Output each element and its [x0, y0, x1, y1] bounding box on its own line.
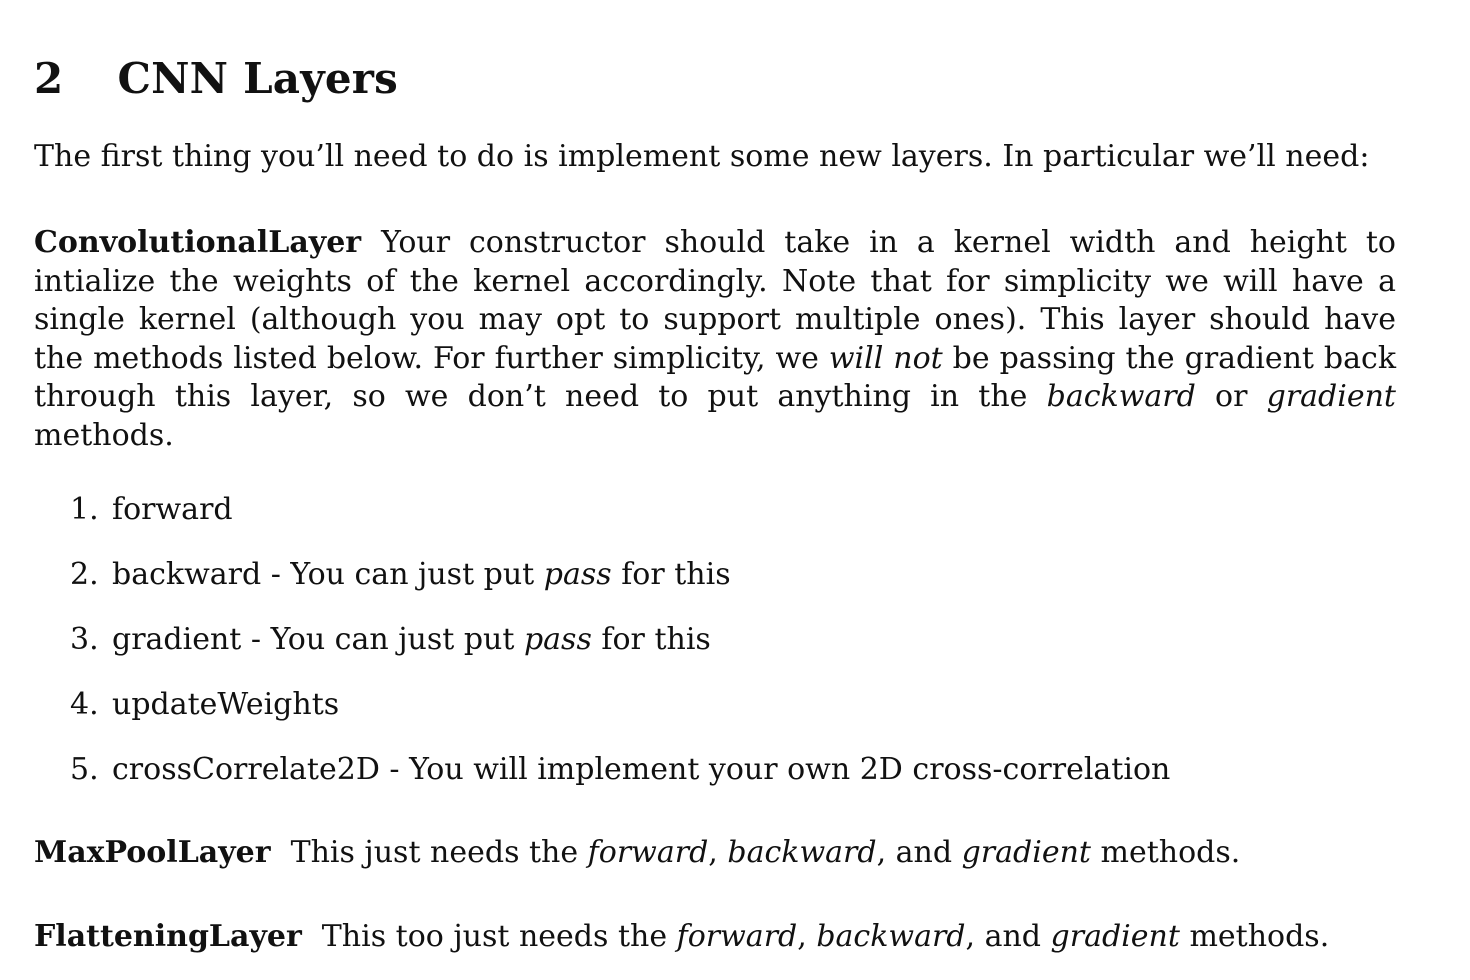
flatten-sep-1: , [797, 919, 817, 954]
list-item [70, 621, 1396, 659]
list-item-emph: pass [523, 622, 592, 657]
list-item-pre: backward - You can just put [112, 557, 544, 592]
convolutional-layer-paragraph [34, 224, 1396, 455]
flattening-layer-heading: FlatteningLayer [34, 919, 302, 954]
list-item-pre: forward [112, 492, 233, 527]
conv-text-4: methods. [34, 417, 174, 453]
conv-text-2: be passing the gradient back through this layer, so we don’t need to put anything in the [34, 340, 1397, 414]
list-item-number: 5. [70, 752, 99, 787]
maxpool-text-1: This just needs the [290, 835, 588, 870]
section-heading [34, 52, 1396, 106]
list-item-post: for this [611, 557, 731, 592]
list-item-text [112, 751, 1170, 789]
maxpool-sep-1: , [708, 835, 728, 870]
list-item-number: 1. [70, 492, 99, 527]
conv-text-3: or [1195, 379, 1267, 414]
flatten-text-2: methods. [1179, 919, 1330, 954]
list-item [70, 491, 1396, 529]
list-item-text [112, 491, 233, 529]
convolutional-layer-heading: ConvolutionalLayer [34, 225, 362, 260]
list-item [70, 556, 1396, 594]
list-item-number: 3. [70, 622, 99, 657]
list-item-emph: pass [543, 557, 612, 592]
list-item [70, 686, 1396, 724]
list-item-text [112, 686, 339, 724]
list-item-pre: crossCorrelate2D - You will implement your own 2D cross-correlation [112, 752, 1171, 787]
list-item [70, 751, 1396, 789]
intro-paragraph: The first thing you’ll need to do is implement some new layers. In particular we’ll need: [34, 139, 1370, 174]
conv-emph-gradient: gradient [1266, 379, 1396, 414]
list-item-text [112, 621, 711, 659]
maxpool-sep-2: , and [876, 835, 962, 870]
conv-emph-will-not: will not [828, 340, 943, 376]
list-item-number: 4. [70, 687, 99, 722]
flatten-text-1: This too just needs the [321, 919, 677, 954]
section-title: CNN Layers [117, 54, 398, 103]
flatten-sep-2: , and [965, 919, 1051, 954]
section-number: 2 [34, 54, 64, 103]
maxpool-emph-backward: backward [727, 835, 877, 870]
maxpool-emph-forward: forward [587, 835, 709, 870]
flatten-emph-forward: forward [676, 919, 798, 954]
list-item-pre: updateWeights [112, 687, 340, 722]
maxpool-text-2: methods. [1090, 835, 1241, 870]
methods-list [34, 491, 1396, 789]
flattening-layer-paragraph [34, 918, 1396, 956]
list-item-number: 2. [70, 557, 99, 592]
list-item-pre: gradient - You can just put [112, 622, 524, 657]
flatten-emph-gradient: gradient [1050, 919, 1180, 954]
flatten-emph-backward: backward [816, 919, 966, 954]
maxpool-layer-heading: MaxPoolLayer [34, 835, 271, 870]
maxpool-layer-paragraph [34, 834, 1396, 872]
maxpool-emph-gradient: gradient [961, 835, 1091, 870]
list-item-text [112, 556, 731, 594]
conv-text-1: Your constructor should take in a kernel width and height to intialize the weights of the kernel accordingly. Note that for simplicity we will have a single kernel (although you may opt to support multiple ones). This layer should have the methods listed below. For further simplicity, we [34, 225, 1396, 376]
conv-emph-backward: backward [1046, 379, 1196, 414]
list-item-post: for this [591, 622, 711, 657]
